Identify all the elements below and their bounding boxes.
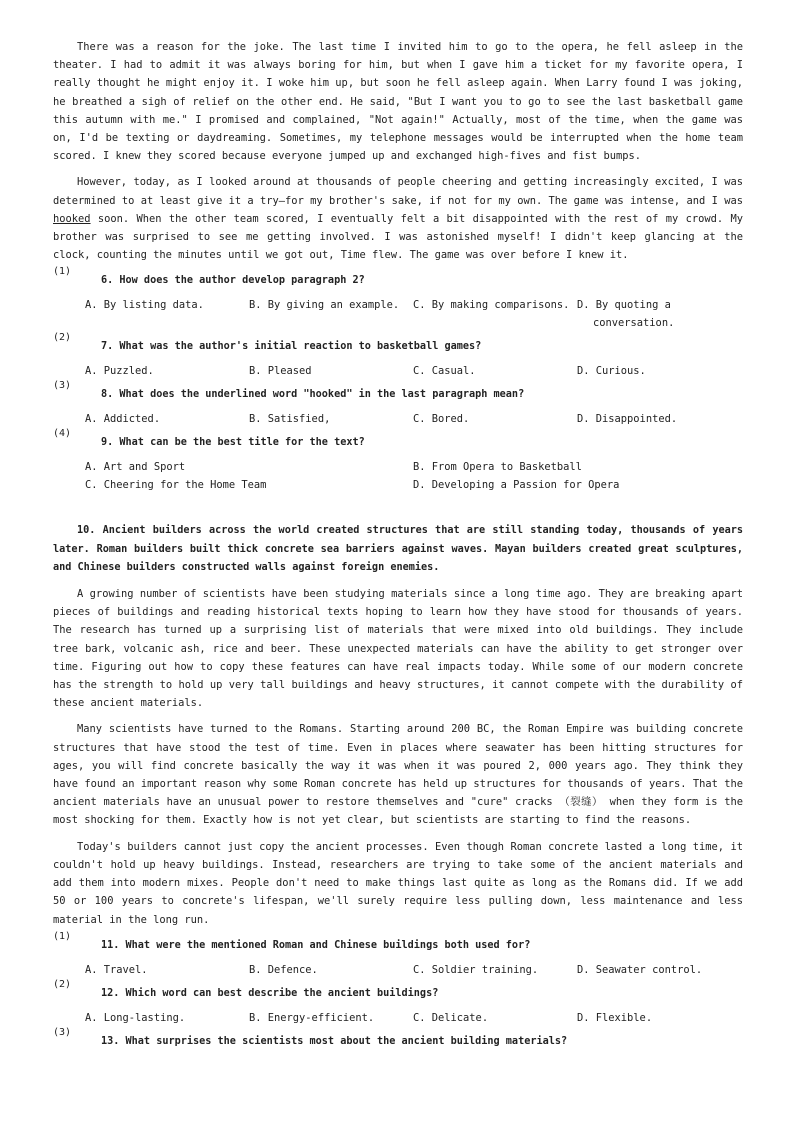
option-b[interactable]: B. From Opera to Basketball <box>413 461 582 474</box>
option-d[interactable]: D. By quoting a conversation. <box>577 299 675 330</box>
question-number: (3) <box>53 380 72 392</box>
option-b[interactable]: B. Defence. <box>249 963 318 976</box>
option-c[interactable]: C. Delicate. <box>413 1011 489 1024</box>
options <box>85 1009 743 1027</box>
question-11 <box>53 930 743 979</box>
question-number: (2) <box>53 978 72 990</box>
question-9 <box>53 428 743 494</box>
option-c[interactable]: C. Soldier training. <box>413 963 539 976</box>
question-8 <box>53 380 743 428</box>
passage1-paragraph-2-start: However, today, as I looked around at thousands of people cheering and getting increasingly excited, I was determined to at least give it a try—for my brother's sake, if not for my own. The game was intense, and I was <box>53 176 743 207</box>
option-d[interactable]: D. Disappointed. <box>577 413 678 426</box>
option-a[interactable]: A. By listing data. <box>85 299 204 312</box>
option-d[interactable]: D. Seawater control. <box>577 963 703 976</box>
option-d[interactable]: D. Curious. <box>577 365 646 378</box>
passage2-paragraph-3: Today's builders cannot just copy the ancient processes. Even though Roman concrete lasted a long time, it couldn't hold up heavy buildings. Instead, researchers are trying to take some of the ancient materials and add them into modern mixes. People don't need to make things last quite as long as the Romans did. If we add 50 or 100 years to concrete's lifespan, we'll surely require less pulling down, less maintenance and less material in the long run. <box>53 840 743 926</box>
question-6 <box>53 266 743 332</box>
passage2-paragraph-1: A growing number of scientists have been studying materials since a long time ago. They are breaking apart pieces of buildings and reading historical texts hoping to learn how they have stood for thousands of years. The research has turned up a surprising list of materials that were mixed into old buildings. They include tree bark, volcanic ash, rice and beer. These unexpected materials can have the ability to get stronger over time. Figuring out how to copy these features can have real impacts today. While some of our modern concrete has the strength to hold up very tall buildings and heavy structures, it cannot compete with the durability of these ancient materials. <box>53 588 743 710</box>
option-b[interactable]: B. Energy-efficient. <box>249 1011 375 1024</box>
option-c[interactable]: C. By making comparisons. <box>413 299 570 312</box>
section-gap <box>53 500 743 522</box>
question-number: (3) <box>53 1026 72 1038</box>
option-b[interactable]: B. Satisfied, <box>249 413 331 426</box>
option-d[interactable]: D. Flexible. <box>577 1011 653 1024</box>
option-a[interactable]: A. Puzzled. <box>85 365 154 378</box>
option-c[interactable]: C. Cheering for the Home Team <box>85 479 267 492</box>
option-a[interactable]: A. Art and Sport <box>85 461 186 474</box>
question-number: (4) <box>53 428 72 440</box>
passage1-paragraph-1: There was a reason for the joke. The last time I invited him to go to the opera, he fell asleep in the theater. I had to admit it was always boring for him, but when I gave him a ticket for my favorite opera, I really thought he might enjoy it. I woke him up, but soon he fell asleep again. When Larry found I was joking, he breathed a sigh of relief on the other end. He said, "But I want you to go to see the last basketball game this autumn with me." I promised and complained, "Not again!" Actually, most of the time, when the game was on, I'd be texting or daydreaming. Sometimes, my telephone messages would be interrupted when the home team scored. I knew they scored because everyone jumped up and exchanged high-fives and fist bumps. <box>53 41 743 163</box>
option-c[interactable]: C. Bored. <box>413 413 470 426</box>
passage2-paragraph-2: Many scientists have turned to the Romans. Starting around 200 BC, the Roman Empire was building concrete structures that have stood the test of time. Even in places where seawater has been hitting structures for ages, you will find concrete basically the way it was when it was poured 2, 000 years ago. They think they have found an important reason why some Roman concrete has held up structures for thousands of years. That the ancient materials have an unusual power to restore themselves and "cure" cracks （裂缝） when they form is the most shocking for them. Exactly how is not yet clear, but scientists are starting to find the reasons. <box>53 723 743 827</box>
question-number: (1) <box>53 930 72 942</box>
question-stem: 6. How does the author develop paragraph 2? <box>101 275 365 287</box>
options <box>85 458 743 494</box>
option-c[interactable]: C. Casual. <box>413 365 476 378</box>
question-12 <box>53 978 743 1027</box>
passage2-intro: 10. Ancient builders across the world created structures that are still standing today, thousands of years later. Roman builders built thick concrete sea barriers against waves. Mayan builders created great sculptures, and Chinese builders constructed walls against foreign enemies. <box>53 525 743 573</box>
options <box>85 961 743 979</box>
question-stem: 13. What surprises the scientists most about the ancient building materials? <box>101 1035 568 1047</box>
question-7 <box>53 332 743 380</box>
question-stem: 8. What does the underlined word "hooked" in the last paragraph mean? <box>101 389 525 401</box>
question-stem: 7. What was the author's initial reaction to basketball games? <box>101 341 482 353</box>
passage1-paragraph-2 <box>53 173 743 264</box>
options <box>85 296 743 332</box>
options <box>85 410 743 428</box>
question-stem: 9. What can be the best title for the text? <box>101 437 365 449</box>
question-stem: 12. Which word can best describe the ancient buildings? <box>101 987 439 999</box>
options <box>85 362 743 380</box>
document-page <box>53 38 743 1051</box>
question-number: (2) <box>53 332 72 344</box>
question-number: (1) <box>53 266 72 278</box>
question-13 <box>53 1026 743 1051</box>
passage1-paragraph-2-end: soon. When the other team scored, I eventually felt a bit disappointed with the rest of my crowd. My brother was surprised to see me getting involved. I was astonished myself! I didn't keep glancing at the clock, counting the minutes until we got out, Time flew. The game was over before I knew it. <box>53 212 743 262</box>
question-stem: 11. What were the mentioned Roman and Chinese buildings both used for? <box>101 939 531 951</box>
underlined-word-hooked: hooked <box>53 212 91 225</box>
option-b[interactable]: B. Pleased <box>249 365 312 378</box>
option-b[interactable]: B. By giving an example. <box>249 299 400 312</box>
option-a[interactable]: A. Long-lasting. <box>85 1011 186 1024</box>
option-d[interactable]: D. Developing a Passion for Opera <box>413 479 620 492</box>
option-a[interactable]: A. Travel. <box>85 963 148 976</box>
option-a[interactable]: A. Addicted. <box>85 413 161 426</box>
